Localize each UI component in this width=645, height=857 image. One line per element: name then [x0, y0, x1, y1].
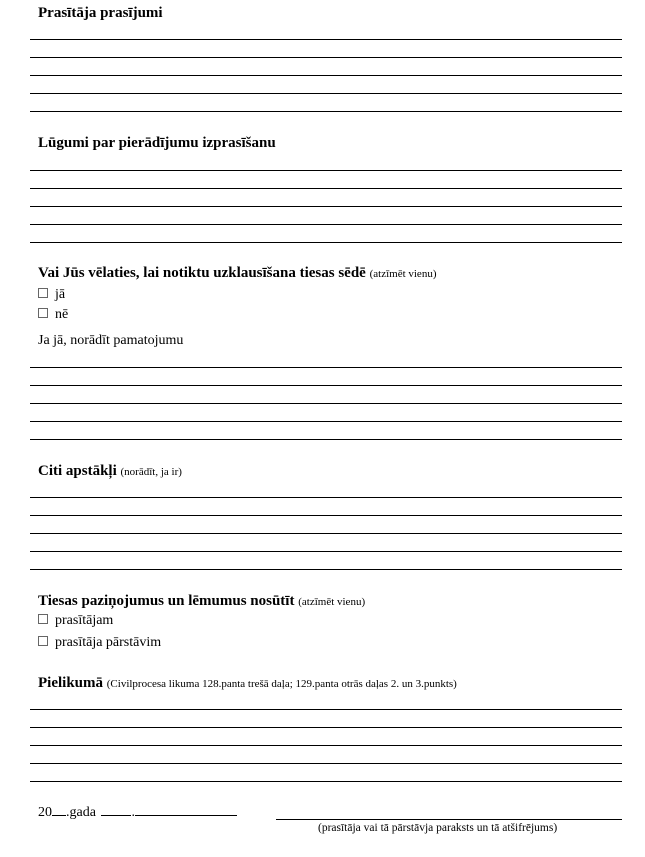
signature-caption: (prasītāja vai tā pārstāvja paraksts un tā atšifrējums) [318, 822, 558, 834]
justification-line[interactable] [30, 421, 622, 422]
other-line[interactable] [30, 515, 622, 516]
checkbox-icon[interactable] [38, 614, 48, 624]
year-prefix: 20 [38, 805, 52, 820]
hearing-option-no[interactable] [38, 307, 68, 323]
notifications-note: (atzīmēt vienu) [298, 596, 366, 608]
attachments-heading [38, 675, 457, 692]
evidence-heading: Lūgumi par pierādījumu izprasīšanu [38, 135, 276, 151]
other-note: (norādīt, ja ir) [120, 466, 182, 478]
evidence-line[interactable] [30, 224, 622, 225]
other-title: Citi apstākļi [38, 463, 117, 479]
evidence-line[interactable] [30, 188, 622, 189]
hearing-option-yes[interactable] [38, 287, 65, 303]
evidence-line[interactable] [30, 242, 622, 243]
notifications-heading [38, 593, 365, 610]
signature-line[interactable] [276, 819, 622, 820]
year-suffix: .gada [66, 805, 96, 820]
attachments-note: (Civilprocesa likuma 128.panta trešā daļa; 129.panta otrās daļas 2. un 3.punkts) [106, 678, 457, 690]
claims-line[interactable] [30, 93, 622, 94]
justification-line[interactable] [30, 385, 622, 386]
hearing-title: Vai Jūs vēlaties, lai notiktu uzklausīšana tiesas sēdē [38, 265, 366, 281]
other-line[interactable] [30, 569, 622, 570]
attachments-title: Pielikumā [38, 675, 104, 691]
attachments-line[interactable] [30, 709, 622, 710]
hearing-justification-label: Ja jā, norādīt pamatojumu [38, 333, 184, 348]
year-blank[interactable] [52, 803, 66, 816]
claims-line[interactable] [30, 57, 622, 58]
notifications-option-label: prasītāja pārstāvim [55, 635, 162, 650]
checkbox-icon[interactable] [38, 636, 48, 646]
hearing-heading [38, 265, 436, 282]
attachments-line[interactable] [30, 727, 622, 728]
claims-line[interactable] [30, 111, 622, 112]
date-dot: . [131, 805, 135, 820]
other-line[interactable] [30, 551, 622, 552]
notifications-option-representative[interactable] [38, 635, 161, 651]
hearing-option-label: nē [55, 307, 69, 322]
justification-line[interactable] [30, 439, 622, 440]
hearing-note: (atzīmēt vienu) [369, 268, 437, 280]
notifications-title: Tiesas paziņojumus un lēmumus nosūtīt [38, 593, 295, 609]
notifications-option-label: prasītājam [55, 613, 114, 628]
other-line[interactable] [30, 497, 622, 498]
claims-line[interactable] [30, 39, 622, 40]
justification-line[interactable] [30, 403, 622, 404]
attachments-line[interactable] [30, 763, 622, 764]
claims-heading: Prasītāja prasījumi [38, 5, 163, 21]
justification-line[interactable] [30, 367, 622, 368]
hearing-option-label: jā [55, 287, 66, 302]
evidence-line[interactable] [30, 170, 622, 171]
evidence-line[interactable] [30, 206, 622, 207]
checkbox-icon[interactable] [38, 308, 48, 318]
checkbox-icon[interactable] [38, 288, 48, 298]
attachments-line[interactable] [30, 745, 622, 746]
other-line[interactable] [30, 533, 622, 534]
date-field [38, 803, 237, 821]
month-blank[interactable] [135, 803, 237, 816]
attachments-line[interactable] [30, 781, 622, 782]
day-blank[interactable] [101, 803, 131, 816]
claims-line[interactable] [30, 75, 622, 76]
notifications-option-plaintiff[interactable] [38, 613, 113, 629]
other-heading [38, 463, 182, 480]
